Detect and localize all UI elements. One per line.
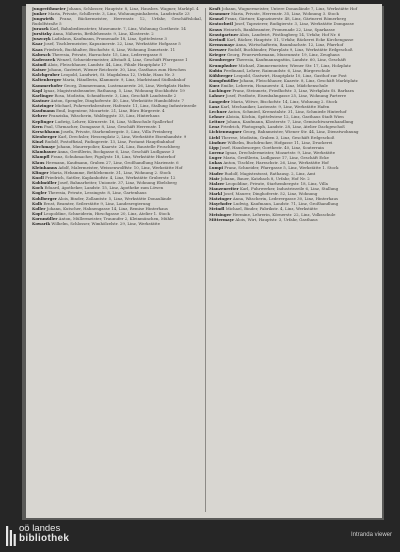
right-column [209,7,379,513]
entry-details: Michael, Zimmermeister, Wiener Str. 17, Linz, Holzplatz [238,62,351,68]
entry-surname: Koller [32,205,46,211]
entry-surname: Kalchgruber [32,72,60,78]
entry-details: Karl, Mechaniker, Lastenstr. 9, Linz, Werkstätte Hafen [220,103,330,109]
entry-surname: Kastner [32,97,50,103]
entry-details: Alois, Wirt, Hauptstr. 3, Urfahr, Gasthaus [235,216,318,222]
logo-text [19,524,69,544]
entry-details: Alois, Fleischhauer, Landstr. 44, Linz, Filiale Hauptplatz 17 [47,61,167,67]
entry-details: Theresia, Kaufmannsgattin, Landstr. 60, Linz, Geschäft [235,57,346,63]
logo-line-2: bibliothek [19,533,70,544]
viewer-brand[interactable]: Intranda viewer [350,532,392,538]
entry-details: Therese, Modistin, Graben 3, Linz, Geschäft Erdgeschoß [221,134,335,140]
entry-surname: Klinger [32,169,49,175]
entry-surname: Lenz [209,124,220,130]
entry-details: Hermann, Kaufmann, Graben 27, Linz, Großhandlung Marienstr. 6 [45,159,179,165]
entry-details: Johann, Bauer, Katzbach 8, Urfahr, Hof Nr. 2 [220,175,310,181]
entry-details: Ludwig, Lehrer, Körnerstr. 16, Linz, Volksschule Spallerhof [54,118,173,124]
entry-surname: Malzer [209,180,225,186]
entry-details: Michael, Binder, Fabrikstr. 4, Linz, Werkstätte [225,206,318,212]
entry-details: Maria, Händlerin, Klammstr. 9, Linz, Marktstand Südbahnhof [62,77,186,83]
entry-details: Leopoldine, Private, Starhembergstr. 18, Linz, Villa [225,180,328,186]
entry-surname: Juszczyk [32,36,51,42]
entry-details: Maria, Hebamme, Bethlehemstr. 31, Linz, Wohnung 2. Stock [49,169,171,175]
entry-surname: Jursitzky [32,31,52,37]
entry-details: Franz, Gärtner, Kapuzinerstr. 48, Linz, Gärtnerei Römerberg [224,16,347,22]
entry-details: Franz, Bäckermeister, Herrenstr. 12, Urfahr, Geschäftslokal, Rudolfstraße 5 [32,16,202,26]
entry-details: Wilhelm, Schlosser, Wimhölzelstr. 29, Linz, Werkstätte [51,221,161,227]
entry-surname: Mader [209,170,224,176]
entry-details: Anton, Müllermeister, Traunufer 2, Kleinmünchen, Mühle [58,216,174,222]
entry-details: Johann, Kutscher, Hahnengasse 14, Linz, Remise Hinterhaus [46,205,168,211]
entry-surname: Liebl [209,134,220,140]
entry-details: Rosa, Modistin, Schmidtorstr. 3, Linz, Geschäft Landstraße 2 [54,92,177,98]
entry-details: Johann, Schlosser, Hauptstr. 8, Linz, Hausbes. Wagner, Marktpl. 4 [67,7,199,11]
entry-details: Anton, Schmied, Kremstalstr. 31, Linz, Schmiede Hinterhof [228,108,347,114]
entry-surname: Kaltenberger [32,77,62,83]
entry-details: Friedrich, Sattler, Kaplanhofstr. 4, Linz, Werkstätte Gruberstr. 12 [45,175,176,181]
entry-surname: Kienberger [32,133,57,139]
entry-surname: Kumpfmüller [209,77,239,83]
entry-surname: Kaderavek [32,56,56,62]
entry-details: Ladislaus, Kaufmann, Promenade 18, Linz, Spittelwiese 3 [52,36,167,42]
entry-details: Friedrich, Buchhalter, Bischofstr. 6, Linz, Wohnung Dametzstr. 11 [43,46,176,52]
entry-details: Leopold, Landwirt, St. Magdalena 12, Urfahr, Haus Nr. 3 [60,72,175,78]
entry-details: Josef, Tischlermeister, Kapuzinerstr. 22, Linz, Werkstätte Hofgasse 5 [43,41,181,47]
entry-details: Emil, Ingenieur, Mozartstr. 21, Linz, Büro Bürgerstr. 4 [56,108,165,114]
entry-surname: Matzinger [209,196,232,202]
entry-surname: Krautgartner [209,31,239,37]
entry-surname: Kabesch [32,51,51,57]
entry-surname: Kornmüller [32,216,58,222]
entry-details: Josefa, Private, Starhembergstr. 5, Linz, Villa Freinberg [60,128,173,134]
entry-surname: Kaar [32,41,43,47]
entry-surname: Kern [32,123,43,129]
entry-surname: Mayrhofer [209,201,232,207]
entry-details: Maria, Greißlerin, Ludlgasse 17, Linz, Geschäft Ecke [223,155,329,161]
entry-surname: Jungreithmeier [32,7,66,11]
entry-details: Johann, Fleischhauer, Kaarstr. 8, Linz, Geschäft Marktplatz [239,77,358,83]
entry-details: Michael, Fuhrwerksbesitzer, Hafenstr. 11, Linz, Stallung Industriezeile [54,103,197,109]
logo-bars-icon [6,526,16,546]
entry-details: Theresia, Private, Lessingstr. 8, Linz, Gartenhaus [48,190,147,196]
entry-details: Rudolf, Postoffizial, Fadingerstr. 13, Linz, Postamt Hauptbahnhof [44,139,175,145]
entry-surname: Kogler [32,190,47,196]
entry-surname: Krieger [209,52,226,58]
entry-details: Franz, Schuhmacher, Figulystr. 18, Linz, Werkstätte Hinterhof [50,154,176,160]
entry-surname: Lichtenwagner [209,129,242,135]
directory-entry [32,222,202,227]
library-logo[interactable] [6,522,126,550]
entry-details: Josef, Bahnarbeiter, Unionstr. 37, Linz, Wohnung Ebelsberg [57,180,177,186]
entry-details: Johann, Maurerpolier, Kaarstr. 24, Linz, Baustelle Froschberg [56,144,180,150]
entry-details: Paul, Uhrmacher, Domgasse 8, Linz, Geschäft Herrenstr. 1 [44,123,161,129]
entry-surname: Kapl [32,87,43,93]
entry-surname: Lackinger [209,88,232,94]
entry-details: Friedrich, Photograph, Landstr. 28, Linz, Atelier Dachgeschoß [220,124,345,130]
entry-details: Anna, Näherin, Bethlehemstr. 9, Linz, Klosterstr. 2 [52,31,154,37]
entry-surname: Kranzl [209,16,224,22]
entry-details: Georg, Zimmermann, Lustenauerstr. 26, Linz, Werkplatz Hafen [63,82,190,88]
entry-surname: Krumphuber [209,62,238,68]
entry-surname: Kirchmayr [32,144,56,150]
logo-line-1: oö landes [19,523,61,534]
entry-surname: Lipp [209,144,219,150]
entry-surname: Krammer [209,11,230,17]
entry-surname: Meisinger [209,211,232,217]
entry-surname: Lechner [209,108,227,114]
entry-details: Anton, Spengler, Dinghoferstr. 40, Linz, Werkstätte Humboldtstr. 7 [50,97,185,103]
entry-details: Ernst, Beamter, Seilerstätte 9, Linz, Landesregierung [43,200,151,206]
entry-surname: Jurasek [32,25,49,31]
entry-surname: Kurz [209,83,220,89]
entry-details: Hermine, Lehrerin, Körnerstr. 22, Linz, Volksschule [232,211,336,217]
entry-surname: Kaas [32,46,43,52]
entry-details: Johann, Gastwirt, Wiener Reichsstr. 30, Linz, Gasthaus zum Hirschen [47,67,186,73]
entry-surname: Markl [209,191,223,197]
entry-details: Ignaz, Magistratsbeamter, Rathausg. 5, Linz, Wohnung Stockhofstr. 19 [43,87,185,93]
entry-surname: Kowarik [32,221,51,227]
entry-details: Anna, Wirtschafterin, Baumbachstr. 12, Linz, Pfarrhof [235,41,344,47]
entry-details: Ludwig, Kaufmann, Landstr. 71, Linz, Großhandlung [233,201,339,207]
entry-details: Eduard, Apotheker, Landstr. 15, Linz, Apotheke zum Löwen [44,185,164,191]
entry-details: Maria, Private, Herrenstr. 35, Linz, Wohnung 3. Stock [231,11,339,17]
entry-details: Maria, Witwe, Bischofstr. 14, Linz, Wohnung 2. Stock [230,98,338,104]
entry-surname: Karlinger [32,92,54,98]
entry-details: Ferdinand, Lehrer, Raimundstr. 6, Linz, Bürgerschule [223,67,331,73]
entry-details: Anna, Greißlerin, Bockgasse 6, Linz, Geschäft Ludlgasse 3 [57,149,175,155]
entry-details: Josef, Maurer, Dinghoferstr. 52, Linz, Wohnung [223,191,318,197]
entry-surname: Jungwirth [32,16,54,22]
entry-surname: Mittermayr [209,216,235,222]
entry-details: Alois, Binder, Zollamtstr. 5, Linz, Werkstätte Donaulände [58,195,172,201]
entry-surname: Kerschbaum [32,128,60,134]
entry-details: Karl, Fuhrwerker, Industriezeile 6, Linz, Stallung [240,185,339,191]
entry-details: Anton, Tischler, Harrachstr. 26, Linz, Werkstätte Hof [223,160,329,166]
entry-details: Anna, Wäscherin, Lederergasse 30, Linz, Hinterhaus [232,196,339,202]
entry-details: Maria, Private, Schillerstr. 3, Linz, Wohnungsinhaberin, Landstraße 23 [48,11,190,17]
entry-surname: Klaus [32,159,45,165]
entry-details: Aloisia, Köchin, Spittelwiese 12, Linz, Gasthaus Stadt Wien [225,113,344,119]
entry-surname: Kohlberger [32,195,57,201]
entry-surname: Keplinger [32,118,54,124]
entry-details: Johann, Kaufmann, Klosterstr. 7, Linz, Gemischtwarenhandlung [226,119,354,125]
entry-surname: Lumpi [209,165,223,171]
entry-details: Rudolf, Buchbinder, Pfarrplatz 9, Linz, Werkstätte Erdgeschoß [227,47,353,53]
entry-details: Wilhelm, Buchdrucker, Hofgasse 11, Linz, Druckerei [227,139,333,145]
entry-surname: Meindl [209,206,225,212]
entry-details: Wenzel, Schneidermeister, Altstadt 4, Linz, Geschäft Pfarrgasse 1 [56,56,188,62]
entry-surname: Kremsmayr [209,41,235,47]
entry-surname: Knoll [32,175,44,181]
entry-details: Johann, Wagnermeister, Untere Donaulände 7, Linz, Werkstätte Hof [221,7,358,11]
entry-surname: Kammerhofer [32,82,63,88]
entry-details: Georg, Feuerwehrmann, Museumstr. 19, Linz, Zeughaus [227,52,340,58]
entry-surname: Kreuzer [209,47,227,53]
entry-surname: Lukas [209,160,223,166]
entry-details: Karl, Bahnbediensteter, Museumstr. 7, Linz, Wohnung Goethestr. 14 [50,25,186,31]
entry-details: Emilie, Lehrerin, Honauerstr. 4, Linz, Mädchenschule [220,83,328,89]
entry-details: Rudolf, Magistratsrat, Rathausg. 2, Linz, Amt [224,170,316,176]
entry-surname: Kleinhanns [32,164,58,170]
entry-surname: Kubin [209,67,223,73]
entry-surname: Kolb [32,200,43,206]
entry-details: Georg, Bahnmeister, Wiener Str. 44, Linz, Dienstwohnung [242,129,359,135]
entry-surname: Lehner [209,113,225,119]
entry-surname: Manzenreiter [209,185,239,191]
entry-surname: Kaufmann [32,108,55,114]
entry-surname: Luger [209,155,222,161]
entry-surname: Mair [209,175,220,181]
entry-surname: Leitner [209,119,225,125]
column-divider [205,8,206,512]
entry-details: Adolf, Malermeister, Weissenwolffstr. 10, Linz, Werkstätte Hof [58,164,183,170]
entry-details: Franz, Steinmetz, Friedhofstr. 3, Linz, Werkplatz St. Barbara [232,88,354,94]
entry-surname: Kaindl [32,61,47,67]
scanned-page [26,4,382,518]
entry-details: Ignaz, Drechslermeister, Mozartstr. 9, Linz, Werkstätte [225,149,336,155]
entry-surname: Kratochwil [209,21,234,27]
entry-surname: Kühberger [209,72,233,78]
entry-details: Theresia, Private, Harrachstr. 15, Linz, Lederergasse 8 [51,51,162,57]
entry-surname: Langeder [209,98,230,104]
entry-details: Alois, Landwirt, Pöstlingberg 14, Urfahr, Hof Nr. 6 [239,31,341,37]
entry-details: Franziska, Wäscherin, Waldeggstr. 33, Linz, Hinterhaus [48,113,160,119]
directory-entry [209,218,379,223]
entry-surname: Koblmüller [32,180,57,186]
entry-details: Karl, Bäcker, Hauptstr. 51, Urfahr, Bäckerei Ecke Kirchengasse [226,36,354,42]
entry-details: Karl, Drechsler, Hessenplatz 2, Linz, Werkstätte Eisenhandstr. 9 [58,133,187,139]
entry-surname: Koch [32,185,44,191]
entry-surname: Kronberger [209,57,235,63]
entry-details: Leopoldine, Schneiderin, Hirschgasse 20, Linz, Atelier 1. Stock [43,211,170,217]
entry-surname: Lorenz [209,149,225,155]
entry-details: Josef, Postbote, Eisenbahngasse 25, Linz, Wohnung Parterre [225,93,347,99]
entry-surname: Kreindl [209,36,226,42]
entry-details: Heinrich, Bankbeamter, Promenade 22, Linz, Sparkasse [223,26,335,32]
entry-surname: Kopf [32,211,43,217]
entry-surname: Klambauer [32,149,57,155]
entry-surname: Lanz [209,103,220,109]
entry-surname: Kraus [209,26,223,32]
entry-surname: Kehrer [32,113,48,119]
entry-surname: Lahner [209,93,225,99]
entry-surname: Kraft [209,7,221,11]
entry-surname: Klampfl [32,154,50,160]
viewer-footer [0,520,400,552]
left-column [32,7,202,513]
entry-surname: Katzinger [32,103,54,109]
entry-details: Leopold, Gastwirt, Hauptplatz 10, Linz, Gasthof zur Post [233,72,347,78]
entry-details: Josef, Hausbesorger, Goethestr. 40, Linz, Souterrain [220,144,324,150]
entry-surname: Junker [32,11,47,17]
entry-details: Franz, Schneider, Pfarrgasse 5, Linz, Werkstätte 1. Stock [224,165,339,171]
entry-surname: Lindner [209,139,227,145]
entry-surname: Kinzl [32,139,44,145]
entry-surname: Kaiser [32,67,47,73]
entry-details: Josef, Tapezierer, Rudigierstr. 3, Linz, Werkstätte Domgasse [234,21,354,27]
